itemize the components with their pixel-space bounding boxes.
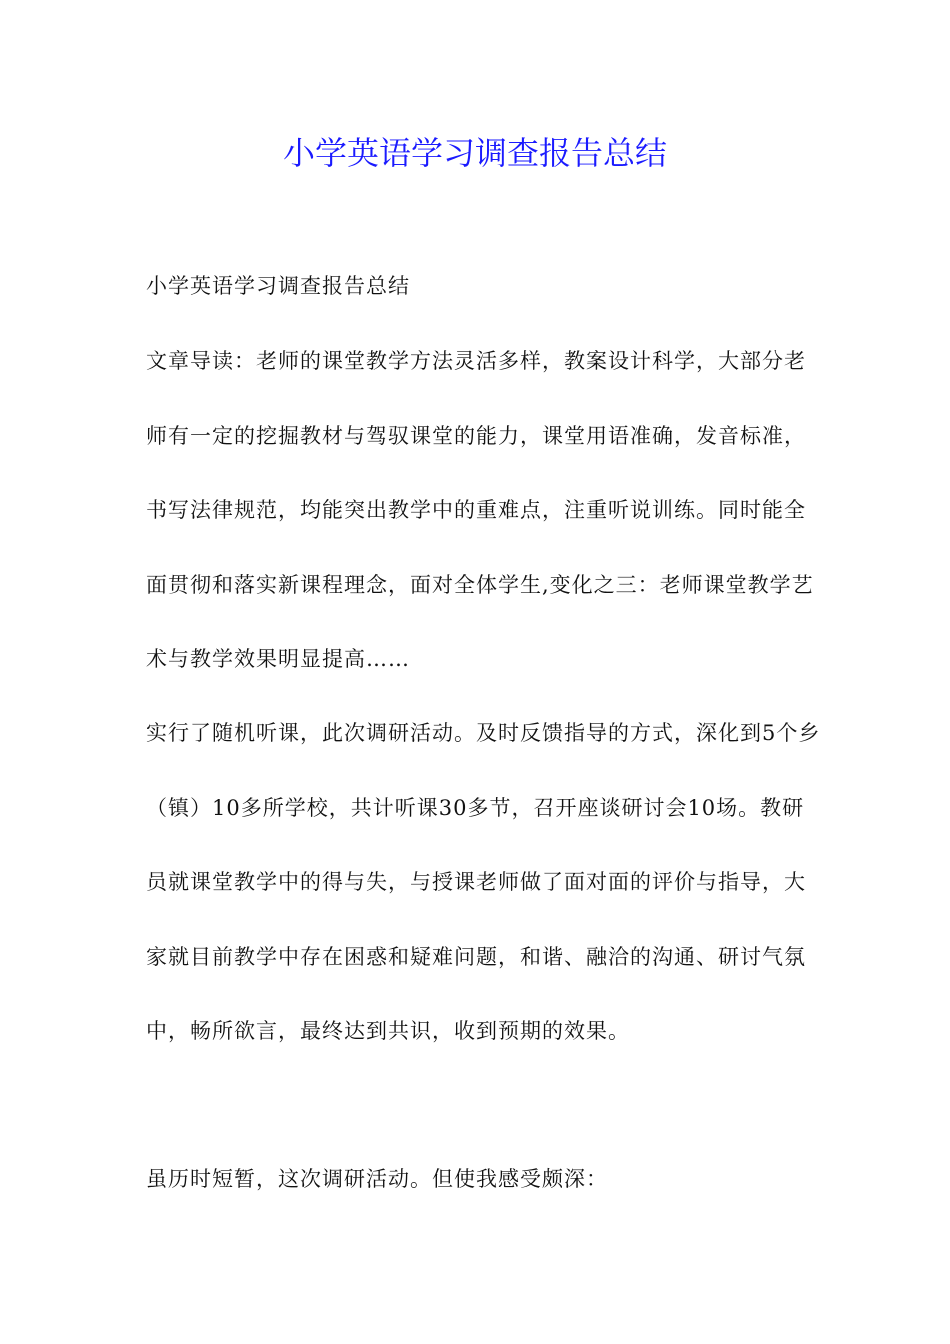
document-title: 小学英语学习调查报告总结 bbox=[282, 134, 667, 172]
paragraph-intro: 文章导读：老师的课堂教学方法灵活多样，教案设计科学，大部分老师有一定的挖掘教材与驾驭课堂的能力，课堂用语准确，发音标准，书写法律规范，均能突出教学中的重难点，注重听说训练。同时能全面贯彻和落实新课程理念，面对全体学生,变化之三：老师课堂教学艺术与教学效果明显提高…… bbox=[146, 349, 814, 671]
paragraph-reflection: 虽历时短暂，这次调研活动。但使我感受颇深： bbox=[146, 1167, 608, 1191]
paragraph-research: 实行了随机听课，此次调研活动。及时反馈指导的方式，深化到5个乡（镇）10多所学校，共计听课30多节，召开座谈研讨会10场。教研员就课堂教学中的得与失，与授课老师做了面对面的评价与指导，大家就目前教学中存在困惑和疑难问题，和谐、融洽的沟通、研讨气氛中，畅所欲言，最终达到共识，收到预期的效果。 bbox=[146, 721, 821, 1043]
document-subtitle: 小学英语学习调查报告总结 bbox=[146, 274, 410, 298]
